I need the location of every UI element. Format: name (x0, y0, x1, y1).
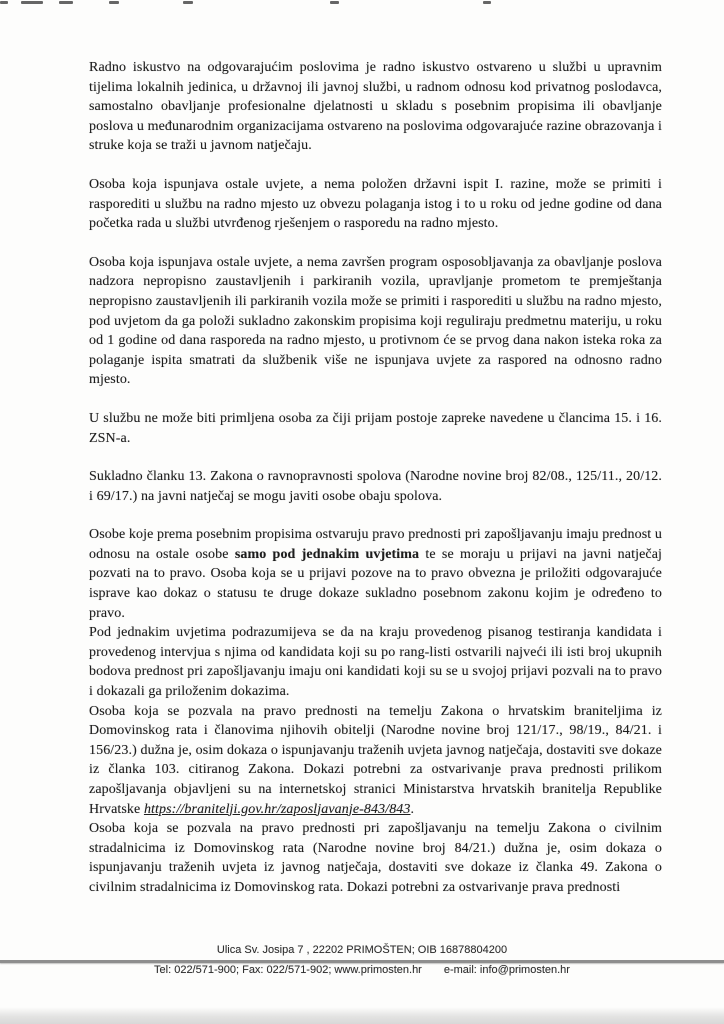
scan-mark (483, 1, 491, 4)
paragraph-zapreke-prijam: U službu ne može biti primljena osoba za čiji prijam postoje zapreke navedene u člancima 15. i 16. ZSN-a. (89, 410, 662, 446)
document-body (89, 58, 662, 898)
footer-email: e-mail: info@primosten.hr (443, 964, 570, 976)
scan-mark (59, 1, 73, 4)
paragraph-drzavni-ispit: Osoba koja ispunjava ostale uvjete, a nema položen državni ispit I. razine, može se primiti i rasporediti u službu na radno mjesto uz obvezu polaganja istog i to u roku od jedne godine od dana početka rada u službi utvrđenog rješenjem o rasporedu na radno mjesto. (89, 176, 662, 232)
paragraph-pravo-prednosti-post: te se moraju u prijavi na javni natječaj pozvati na to pravo. Osoba koja se u prijavi pozove na to pravo obvezna je priložiti odgovarajuće isprave kao dokaz o statusu te druge dokaze sukladno posebnom zakonu kojim je određeno to pravo. (89, 546, 662, 621)
footer-tel-fax-web: Tel: 022/571-900; Fax: 022/571-902; www.primosten.hr (154, 964, 422, 976)
footer-divider-line (0, 960, 724, 963)
paragraph-hrvatski-branitelji-post: . (410, 801, 415, 817)
scan-mark (330, 1, 339, 4)
scan-mark (0, 1, 8, 4)
branitelji-url-link: https://branitelji.gov.hr/zaposljavanje-843/843 (143, 801, 411, 817)
paragraph-jednaki-uvjeti-definicija: Pod jednakim uvjetima podrazumijeva se da na kraju provedenog pisanog testiranja kandidata i provedenog intervjua s njima od kandidata koji su po rang-listi ostvarili najveći ili isti broj ukupnih bodova prednost pri zapošljavanju imaju oni kandidati koji su se u svojoj prijavi pozvali na to pravo i dokazali ga priloženim dokazima. (89, 625, 662, 700)
scan-artifacts (0, 0, 724, 6)
footer-contact-line (0, 964, 724, 977)
paragraph-hrvatski-branitelji (89, 702, 662, 820)
scan-mark (109, 1, 119, 4)
paragraph-pravo-prednosti-pre: Osobe koje prema posebnim propisima ostvaruju pravo prednosti pri zapošljavanju imaju prednost u odnosu na ostale osobe (89, 527, 662, 562)
paragraph-pravo-prednosti (89, 525, 662, 623)
bold-phrase-jednaki-uvjeti: samo pod jednakim uvjetima (234, 546, 420, 562)
paragraph-radno-iskustvo: Radno iskustvo na odgovarajućim poslovima je radno iskustvo ostvareno u službi u upravnim tijelima lokalnih jedinica, u državnoj ili javnoj službi, u radnom odnosu kod privatnog poslodavca, samostalno obavljanje profesionalne djelatnosti u skladu s posebnim propisima ili obavljanje poslova u međunarodnim organizacijama ostvareno na poslovima odgovarajuće razine obrazovanja i struke koja se traži u javnom natječaju. (89, 60, 662, 154)
scan-mark (21, 1, 43, 4)
paragraph-civilni-stradalnici: Osoba koja se pozvala na pravo prednosti pri zapošljavanju na temelju Zakona o civilnim stradalnicima iz Domovinskog rata (Narodne novine broj 84/21.) dužna je, osim dokaza o ispunjavanju traženih uvjeta iz javnog natječaja, dostaviti sve dokaze iz članka 49. Zakona o civilnim stradalnicima iz Domovinskog rata. Dokazi potrebni za ostvarivanje prava prednosti (89, 821, 662, 895)
paragraph-ravnopravnost-spolova: Sukladno članku 13. Zakona o ravnopravnosti spolova (Narodne novine broj 82/08., 125/11., 20/12. i 69/17.) na javni natječaj se mogu javiti osobe obaju spolova. (89, 469, 662, 504)
paragraph-hrvatski-branitelji-pre: Osoba koja se pozvala na pravo prednosti na temelju Zakona o hrvatskim braniteljima iz Domovinskog rata i članovima njihovih obitelji (Narodne novine broj 121/17., 98/19., 84/21. i 156/23.) dužna je, osim dokaza o ispunjavanju traženih uvjeta javnog natječaja, dostaviti sve dokaze iz članka 103. citiranog Zakona. Dokazi potrebni za ostvarivanje prava prednosti prilikom zapošljavanja objavljeni su na internetskoj stranici Ministarstva hrvatskih branitelja Republike Hrvatske (89, 703, 662, 817)
paragraph-program-osposobljavanja: Osoba koja ispunjava ostale uvjete, a nema završen program osposobljavanja za obavljanje poslova nadzora nepropisno zaustavljenih i parkiranih vozila, upravljanje prometom te premještanja nepropisno zaustavljenih ili parkiranih vozila može se primiti i rasporediti u službu na radno mjesto, pod uvjetom da ga položi sukladno zakonskim propisima koji reguliraju predmetnu materiju, u roku od 1 godine od dana rasporeda na radno mjesto, u protivnom će se prvog dana nakon isteka roka za polaganje ispita smatrati da službenik više ne ispunjava uvjete za raspored na odnosno radno mjesto. (89, 254, 662, 388)
scan-mark (183, 1, 193, 4)
footer-address-line: Ulica Sv. Josipa 7 , 22202 PRIMOŠTEN; OIB 16878804200 (216, 944, 508, 956)
scan-bottom-shadow (0, 1007, 724, 1024)
